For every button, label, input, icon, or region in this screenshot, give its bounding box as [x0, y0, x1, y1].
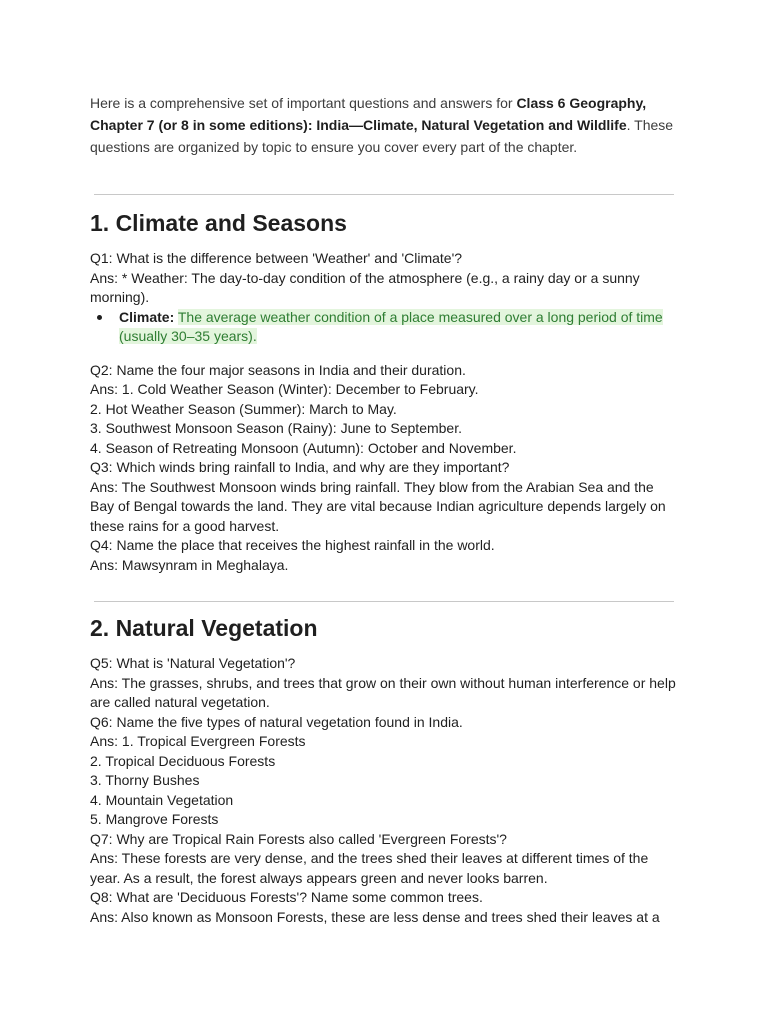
question-3: Q3: Which winds bring rainfall to India, and why are they important?: [90, 459, 510, 475]
answer-8: Ans: Also known as Monsoon Forests, these are less dense and trees shed their leaves at a: [90, 908, 660, 925]
question-2: Q2: Name the four major seasons in India and their duration.: [90, 361, 466, 378]
question-6: Q6: Name the five types of natural vegetation found in India.: [90, 713, 463, 730]
answer-6-line-4: 4. Mountain Vegetation: [90, 791, 234, 808]
answer-4: Ans: Mawsynram in Meghalaya.: [90, 556, 289, 573]
intro-bold-text: Class 6 Geography, Chapter 7 (or 8 in some editions): India—Climate, Natural Vegetation and Wildlife: [90, 95, 647, 133]
answer-5: Ans: The grasses, shrubs, and trees that grow on their own without human interference or help are called natural vegetation.: [90, 674, 676, 710]
answer-7: Ans: These forests are very dense, and the trees shed their leaves at different times of the year. As a result, the forest always appears green and never looks barren.: [90, 850, 649, 886]
answer-2-line-4: 4. Season of Retreating Monsoon (Autumn): October and November.: [90, 439, 517, 456]
question-8: Q8: What are 'Deciduous Forests'? Name some common trees.: [90, 889, 483, 905]
answer-6-line-2: 2. Tropical Deciduous Forests: [90, 752, 276, 769]
section-heading-climate: 1. Climate and Seasons: [90, 210, 347, 236]
question-5: Q5: What is 'Natural Vegetation'?: [90, 655, 296, 671]
question-1: Q1: What is the difference between 'Weather' and 'Climate'?: [90, 250, 463, 266]
bullet-label: Climate:: [119, 308, 175, 325]
intro-paragraph: [90, 92, 680, 158]
answer-1-bullets: [90, 308, 680, 347]
intro-text-end: . These questions are organized by topic to ensure you cover every part of the chapter.: [90, 117, 674, 155]
highlighted-text: The average weather condition of a place measured over a long period of time (usually 30–35 years).: [119, 308, 663, 344]
answer-1: Ans: * Weather: The day-to-day condition of the atmosphere (e.g., a rainy day or a sunny morning).: [90, 269, 640, 305]
answer-6-line-3: 3. Thorny Bushes: [90, 772, 200, 788]
answer-2-line-1: Ans: 1. Cold Weather Season (Winter): December to February.: [90, 381, 479, 397]
list-item: [90, 308, 680, 347]
question-4: Q4: Name the place that receives the highest rainfall in the world.: [90, 537, 495, 553]
answer-2-line-2: 2. Hot Weather Season (Summer): March to May.: [90, 400, 397, 417]
answer-2-line-3: 3. Southwest Monsoon Season (Rainy): June to September.: [90, 420, 462, 436]
section-heading-vegetation: 2. Natural Vegetation: [90, 615, 318, 641]
bullet-icon: [97, 315, 102, 320]
answer-6-line-1: Ans: 1. Tropical Evergreen Forests: [90, 733, 306, 749]
question-7: Q7: Why are Tropical Rain Forests also called 'Evergreen Forests'?: [90, 830, 507, 847]
intro-text: Here is a comprehensive set of important questions and answers for: [90, 95, 517, 111]
document-page: [90, 92, 680, 927]
answer-3: Ans: The Southwest Monsoon winds bring rainfall. They blow from the Arabian Sea and the Bay of Bengal towards the land. They are vital because Indian agriculture depends largely on these rains for a good harvest.: [90, 478, 666, 534]
answer-6-line-5: 5. Mangrove Forests: [90, 811, 219, 827]
